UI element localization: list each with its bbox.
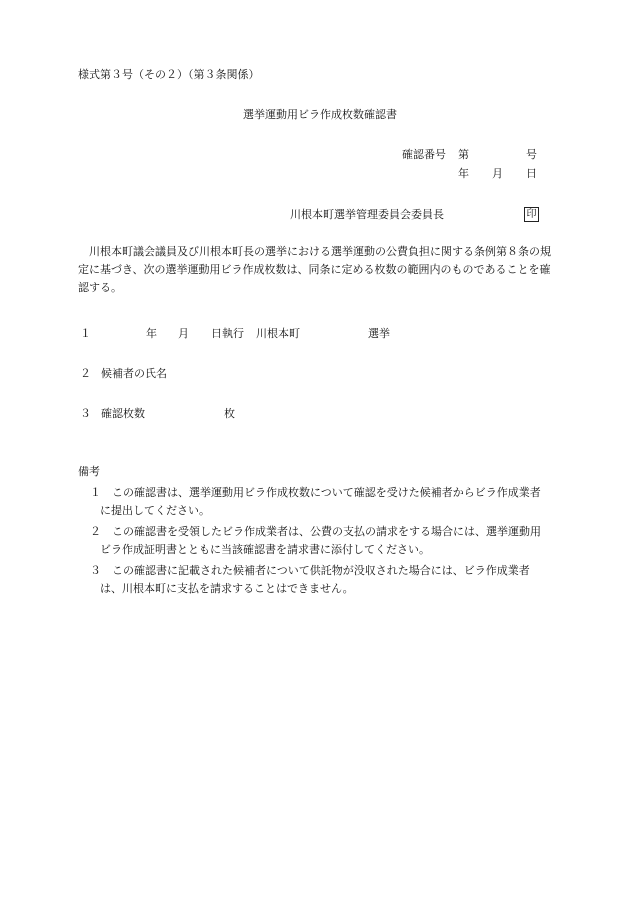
remark-1-line2: に提出してください。 [100, 504, 210, 517]
body-paragraph: 川根本町議会議員及び川根本町長の選挙における選挙運動の公費負担に関する条例第８条の規定に基づき、次の選挙運動用ビラ作成枚数は、同条に定める枚数の範囲内のものであることを確認する。 [78, 245, 551, 294]
document-title: 選挙運動用ビラ作成枚数確認書 [243, 108, 397, 121]
item-3-unit: 枚 [224, 407, 235, 420]
remark-2 [90, 523, 570, 559]
remark-1-number: １ [90, 486, 101, 499]
item-1-year: 年 [146, 327, 157, 340]
item-3-number: ３ [80, 407, 91, 420]
confirm-number-go: 号 [526, 148, 537, 161]
remark-2-line1: この確認書を受領したビラ作成業者は、公費の支払の請求をする場合には、選挙運動用 [112, 525, 541, 538]
seal-stamp [524, 207, 539, 222]
remark-3-line2: は、川根本町に支払を請求することはできません。 [100, 582, 354, 595]
item-1-month: 月 [178, 327, 189, 340]
remark-1 [90, 484, 570, 520]
form-number: 様式第３号（その２）（第３条関係） [78, 68, 260, 81]
item-2-number: ２ [80, 367, 91, 380]
date-year: 年 [458, 167, 469, 180]
remark-3-line1: この確認書に記載された候補者について供託物が没収された場合には、ビラ作成業者 [112, 564, 530, 577]
item-3-label: 確認枚数 [101, 407, 145, 420]
item-2-label: 候補者の氏名 [101, 367, 167, 380]
remark-3-number: ３ [90, 564, 101, 577]
date-day: 日 [526, 167, 537, 180]
remark-2-line2: ビラ作成証明書とともに当該確認書を請求書に添付してください。 [100, 543, 430, 556]
remark-3 [90, 562, 570, 598]
confirm-number-dai: 第 [458, 148, 469, 161]
item-1-town: 川根本町 [256, 327, 300, 340]
seal-mark: 印 [524, 207, 539, 222]
remark-1-line1: この確認書は、選挙運動用ビラ作成枚数について確認を受けた候補者からビラ作成業者 [112, 486, 541, 499]
date-month: 月 [492, 167, 503, 180]
confirm-number-label: 確認番号 [402, 148, 446, 161]
remark-2-number: ２ [90, 525, 101, 538]
issuer-name: 川根本町選挙管理委員会委員長 [290, 208, 444, 221]
remarks-title: 備考 [78, 465, 100, 478]
item-1-election: 選挙 [368, 327, 390, 340]
item-1-number: １ [80, 327, 91, 340]
item-1-day-held: 日執行 [211, 327, 244, 340]
